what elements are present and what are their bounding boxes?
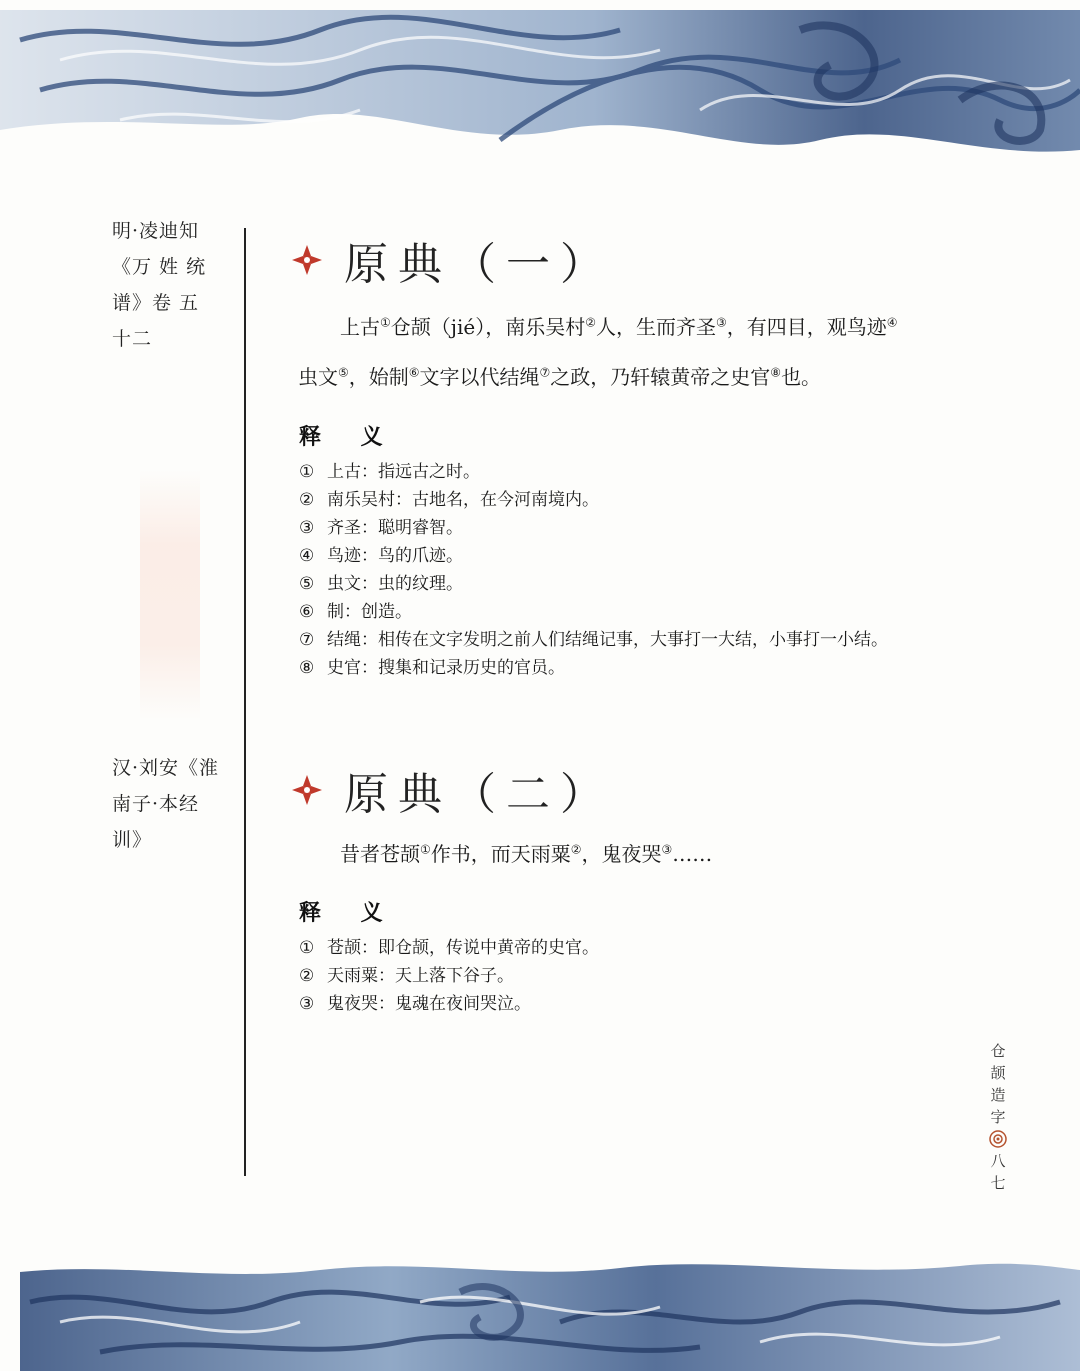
gloss-item: ⑦ 结绳：相传在文字发明之前人们结绳记事，大事打一大结，小事打一小结。 bbox=[299, 630, 888, 650]
vertical-divider bbox=[244, 228, 246, 1176]
original-text-line: 昔者苍颉①作书，而天雨粟②，鬼夜哭③…… bbox=[340, 842, 713, 866]
gloss-item: ⑥ 制：创造。 bbox=[299, 602, 412, 622]
wave-illustration-bottom bbox=[0, 1262, 1080, 1371]
ornament-icon bbox=[290, 773, 324, 807]
gloss-item: ② 南乐吴村：古地名，在今河南境内。 bbox=[299, 490, 599, 510]
gloss-heading: 释 义 bbox=[299, 425, 399, 450]
side-note-line: 训》 bbox=[112, 829, 153, 851]
side-note-line: 谱》卷 五 bbox=[112, 292, 200, 314]
side-note-line: 十二 bbox=[112, 328, 153, 350]
gloss-item: ③ 鬼夜哭：鬼魂在夜间哭泣。 bbox=[299, 994, 531, 1014]
side-note-source-1 bbox=[112, 213, 220, 357]
running-title-char: 字 bbox=[990, 1108, 1006, 1126]
gloss-list-1 bbox=[299, 458, 939, 682]
original-text-line-1: 上古①仓颉（jié），南乐吴村②人，生而齐圣③，有四目，观鸟迹④ bbox=[340, 315, 898, 339]
ornament-icon bbox=[290, 243, 324, 277]
page-number-char: 七 bbox=[990, 1174, 1006, 1192]
running-title-and-page-number bbox=[986, 1040, 1010, 1194]
side-note-source-2 bbox=[112, 750, 220, 858]
side-note-line: 汉·刘安《淮 bbox=[112, 757, 220, 779]
running-title-char: 颉 bbox=[990, 1064, 1006, 1082]
section-title-text: 原典（一） bbox=[344, 239, 614, 290]
seal-icon bbox=[989, 1130, 1007, 1148]
section-title-text: 原典（二） bbox=[344, 769, 614, 820]
gloss-item: ④ 鸟迹：鸟的爪迹。 bbox=[299, 546, 463, 566]
decorative-smudge bbox=[140, 470, 200, 720]
top-wave-border bbox=[0, 0, 1080, 160]
page-number-char: 八 bbox=[990, 1152, 1006, 1170]
section-title-1 bbox=[290, 228, 614, 292]
gloss-item: ② 天雨粟：天上落下谷子。 bbox=[299, 966, 514, 986]
gloss-item: ⑤ 虫文：虫的纹理。 bbox=[299, 574, 463, 594]
section-title-2 bbox=[290, 758, 614, 822]
gloss-item: ① 上古：指远古之时。 bbox=[299, 462, 480, 482]
gloss-heading: 释 义 bbox=[299, 901, 399, 926]
wave-illustration-top bbox=[0, 0, 1080, 160]
gloss-item: ① 苍颉：即仓颉，传说中黄帝的史官。 bbox=[299, 938, 599, 958]
gloss-item: ⑧ 史官：搜集和记录历史的官员。 bbox=[299, 658, 565, 678]
gloss-item: ③ 齐圣：聪明睿智。 bbox=[299, 518, 463, 538]
running-title-char: 造 bbox=[990, 1086, 1006, 1104]
running-title-char: 仓 bbox=[990, 1042, 1006, 1060]
side-note-line: 明·凌迪知 bbox=[112, 220, 200, 242]
gloss-list-2 bbox=[299, 934, 939, 1018]
original-text-line-2: 虫文⑤，始制⑥文字以代结绳⑦之政，乃轩辕黄帝之史官⑧也。 bbox=[298, 365, 822, 389]
side-note-line: 南子·本经 bbox=[112, 793, 200, 815]
bottom-wave-border bbox=[0, 1262, 1080, 1371]
side-note-line: 《万 姓 统 bbox=[112, 256, 207, 278]
